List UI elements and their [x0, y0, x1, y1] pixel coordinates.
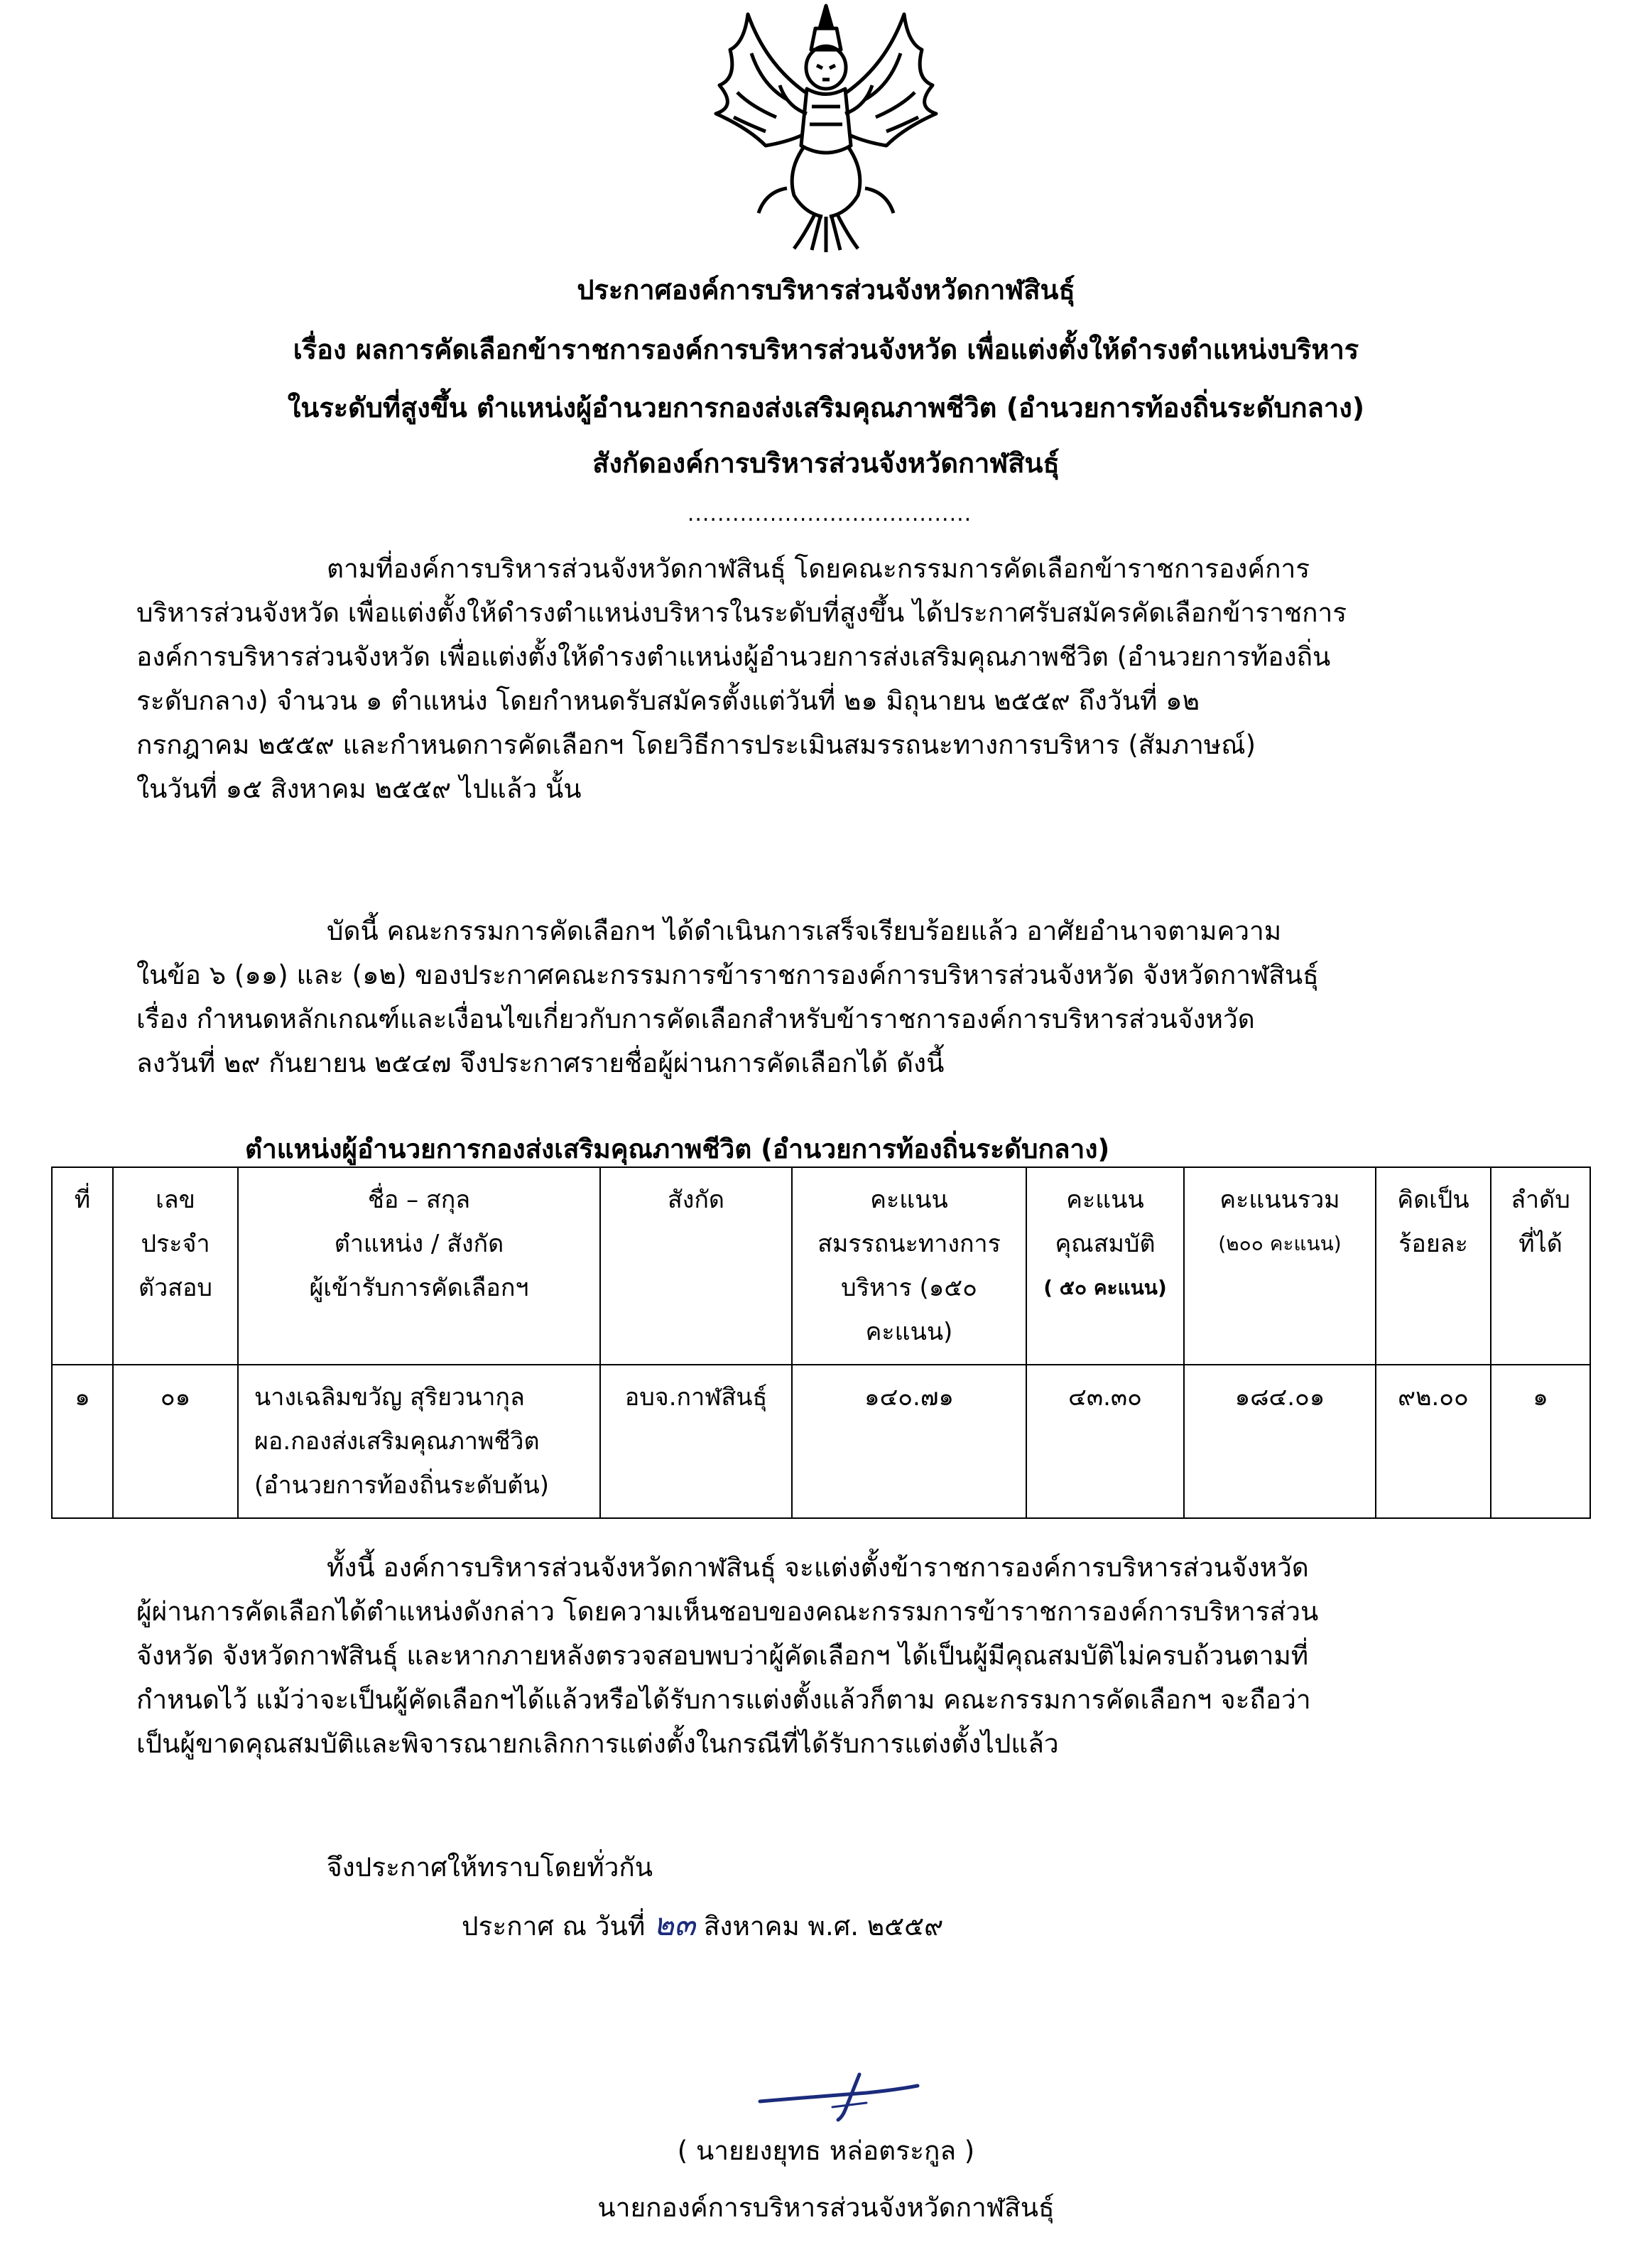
closing-text: จึงประกาศให้ทราบโดยทั่วกัน — [327, 1852, 653, 1883]
cell-exam-id: ๐๑ — [113, 1365, 238, 1518]
announcement-title: ประกาศองค์การบริหารส่วนจังหวัดกาฬสินธุ์ — [577, 274, 1075, 305]
table-title: ตำแหน่งผู้อำนวยการกองส่งเสริมคุณภาพชีวิต (อำนวยการท้องถิ่นระดับกลาง) — [245, 1134, 1110, 1164]
paragraph-line: เป็นผู้ขาดคุณสมบัติและพิจารณายกเลิกการแต่งตั้งในกรณีที่ได้รับการแต่งตั้งไปแล้ว — [136, 1728, 1059, 1759]
header-competency-score: คะแนน สมรรถนะทางการ บริหาร (๑๕๐ คะแนน) — [792, 1167, 1026, 1365]
paragraph-line: กำหนดไว้ แม้ว่าจะเป็นผู้คัดเลือกฯได้แล้วหรือได้รับการแต่งตั้งแล้วก็ตาม คณะกรรมการคัดเลือกฯ จะถือว่า — [136, 1684, 1311, 1715]
cell-affiliation: อบจ.กาฬสินธุ์ — [600, 1365, 792, 1518]
paragraph-line: กรกฎาคม ๒๕๕๙ และกำหนดการคัดเลือกฯ โดยวิธีการประเมินสมรรถนะทางการบริหาร (สัมภาษณ์) — [136, 730, 1256, 760]
cell-name: นางเฉลิมขวัญ สุริยวนากุล ผอ.กองส่งเสริมคุณภาพชีวิต (อำนวยการท้องถิ่นระดับต้น) — [238, 1365, 600, 1518]
cell-no: ๑ — [52, 1365, 113, 1518]
header-no: ที่ — [52, 1167, 113, 1365]
cell-total-score: ๑๘๔.๐๑ — [1184, 1365, 1376, 1518]
announcement-date — [462, 1900, 943, 1949]
subject-line-1: เรื่อง ผลการคัดเลือกข้าราชการองค์การบริหารส่วนจังหวัด เพื่อแต่งตั้งให้ดำรงตำแหน่งบริหาร — [293, 334, 1359, 365]
paragraph-line: จังหวัด จังหวัดกาฬสินธุ์ และหากภายหลังตรวจสอบพบว่าผู้คัดเลือกฯ ได้เป็นผู้มีคุณสมบัติไม่ครบถ้วนตามที่ — [136, 1640, 1309, 1671]
subject-line-3: สังกัดองค์การบริหารส่วนจังหวัดกาฬสินธุ์ — [592, 448, 1060, 479]
paragraph-line: ผู้ผ่านการคัดเลือกได้ตำแหน่งดังกล่าว โดยความเห็นชอบของคณะกรรมการข้าราชการองค์การบริหารส่วน — [136, 1596, 1319, 1627]
header-affiliation: สังกัด — [600, 1167, 792, 1365]
date-prefix: ประกาศ ณ วันที่ — [462, 1911, 646, 1942]
closing-statement — [136, 1846, 1514, 1890]
paragraph-line: ตามที่องค์การบริหารส่วนจังหวัดกาฬสินธุ์ โดยคณะกรรมการคัดเลือกข้าราชการองค์การ — [327, 553, 1310, 584]
header-total-score: คะแนนรวม (๒๐๐ คะแนน) — [1184, 1167, 1376, 1365]
paragraph-line: องค์การบริหารส่วนจังหวัด เพื่อแต่งตั้งให้ดำรงตำแหน่งผู้อำนวยการส่งเสริมคุณภาพชีวิต (อำนวยการท้องถิ่น — [136, 642, 1331, 672]
paragraph-authority — [136, 909, 1514, 1086]
results-table — [51, 1166, 1591, 1519]
table-header-row — [52, 1167, 1590, 1365]
header-rank: ลำดับ ที่ได้ — [1491, 1167, 1590, 1365]
paragraph-line: ลงวันที่ ๒๙ กันยายน ๒๕๔๗ จึงประกาศรายชื่อผู้ผ่านการคัดเลือกได้ ดังนี้ — [136, 1048, 945, 1078]
signer-position: นายกองค์การบริหารส่วนจังหวัดกาฬสินธุ์ — [597, 2192, 1055, 2223]
paragraph-line: บัดนี้ คณะกรรมการคัดเลือกฯ ได้ดำเนินการเสร็จเรียบร้อยแล้ว อาศัยอำนาจตามความ — [327, 916, 1282, 946]
header-qualification-score: คะแนน คุณสมบัติ ( ๕๐ คะแนน) — [1026, 1167, 1184, 1365]
date-suffix: สิงหาคม พ.ศ. ๒๕๕๙ — [703, 1911, 944, 1942]
subject-line-2: ในระดับที่สูงขึ้น ตำแหน่งผู้อำนวยการกองส่งเสริมคุณภาพชีวิต (อำนวยการท้องถิ่นระดับกลาง) — [287, 392, 1365, 423]
paragraph-line: ทั้งนี้ องค์การบริหารส่วนจังหวัดกาฬสินธุ์ จะแต่งตั้งข้าราชการองค์การบริหารส่วนจังหวัด — [327, 1552, 1309, 1583]
signer-name: ( นายยงยุทธ หล่อตระกูล ) — [677, 2135, 975, 2166]
garuda-emblem — [680, 0, 972, 256]
header-percent: คิดเป็น ร้อยละ — [1376, 1167, 1491, 1365]
header-name: ชื่อ – สกุล ตำแหน่ง / สังกัด ผู้เข้ารับการคัดเลือกฯ — [238, 1167, 600, 1365]
paragraph-conditions — [136, 1546, 1514, 1766]
paragraph-line: ในวันที่ ๑๕ สิงหาคม ๒๕๕๙ ไปแล้ว นั้น — [136, 774, 582, 804]
header-exam-id: เลข ประจำ ตัวสอบ — [113, 1167, 238, 1365]
cell-qualification-score: ๔๓.๓๐ — [1026, 1365, 1184, 1518]
cell-competency-score: ๑๔๐.๗๑ — [792, 1365, 1026, 1518]
cell-percent: ๙๒.๐๐ — [1376, 1365, 1491, 1518]
handwritten-day: ๒๓ — [653, 1907, 696, 1943]
cell-rank: ๑ — [1491, 1365, 1590, 1518]
paragraph-line: เรื่อง กำหนดหลักเกณฑ์และเงื่อนไขเกี่ยวกับการคัดเลือกสำหรับข้าราชการองค์การบริหารส่วนจังหวัด — [136, 1004, 1255, 1034]
paragraph-line: ระดับกลาง) จำนวน ๑ ตำแหน่ง โดยกำหนดรับสมัครตั้งแต่วันที่ ๒๑ มิถุนายน ๒๕๕๙ ถึงวันที่ ๑๒ — [136, 686, 1200, 716]
paragraph-line: ในข้อ ๖ (๑๑) และ (๑๒) ของประกาศคณะกรรมการข้าราชการองค์การบริหารส่วนจังหวัด จังหวัดกาฬสินธุ์ — [136, 960, 1319, 990]
paragraph-line: บริหารส่วนจังหวัด เพื่อแต่งตั้งให้ดำรงตำแหน่งบริหารในระดับที่สูงขึ้น ได้ประกาศรับสมัครคัดเลือกข้าราชการ — [136, 597, 1347, 628]
table-row — [52, 1365, 1590, 1518]
paragraph-background — [136, 547, 1514, 811]
signature — [753, 2060, 923, 2124]
separator-dots: ...................................... — [687, 502, 972, 526]
